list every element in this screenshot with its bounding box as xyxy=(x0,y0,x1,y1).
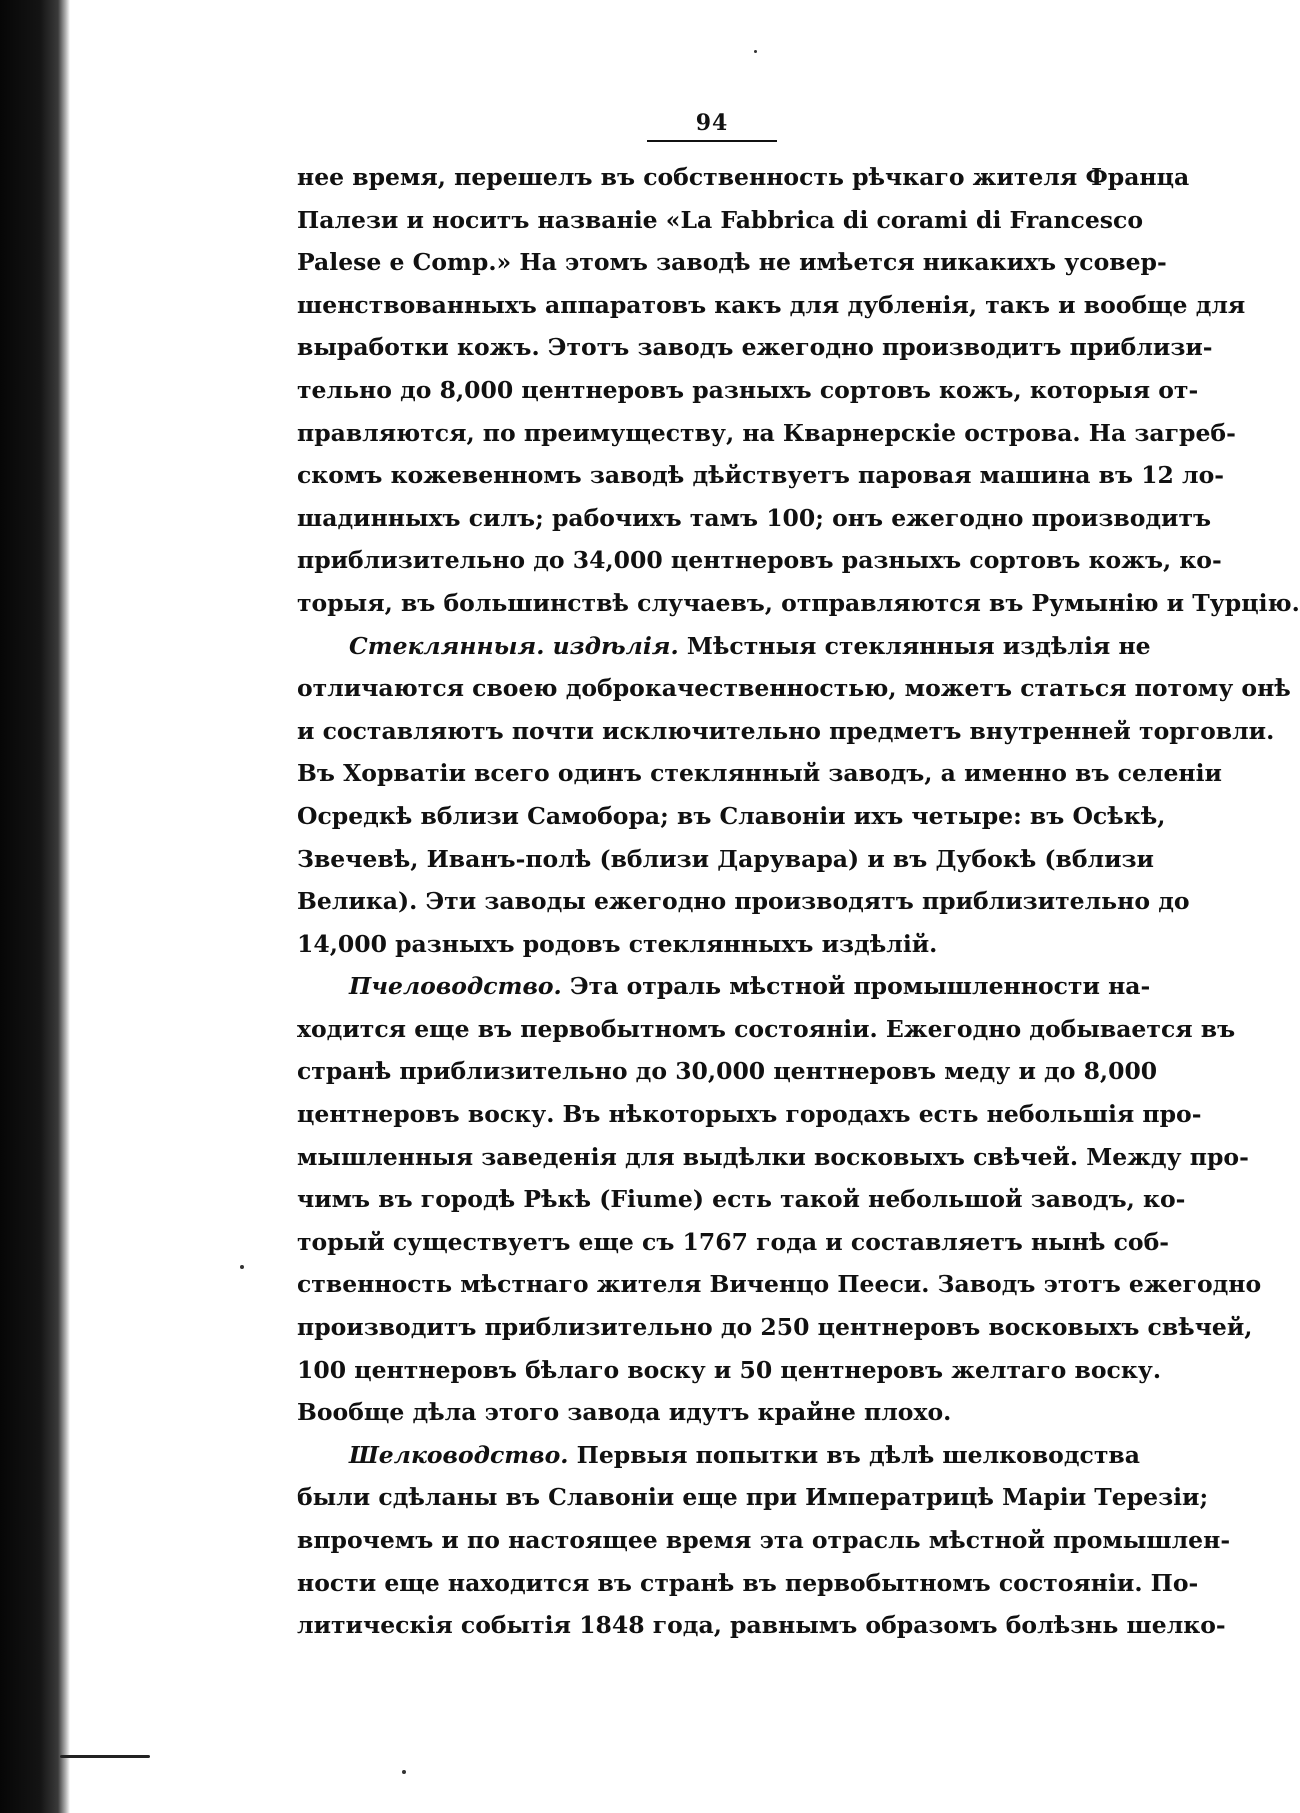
text-line: отличаются своею доброкачественностью, можетъ статься потому онѣ xyxy=(297,674,1291,703)
paragraph-first-line xyxy=(297,1434,1140,1477)
paragraph-first-line xyxy=(297,965,1151,1008)
text-line: Вообще дѣла этого завода идутъ крайне плохо. xyxy=(297,1398,952,1427)
scanned-page-edge xyxy=(0,0,70,1813)
text-line: нее время, перешелъ въ собственность рѣчкаго жителя Франца xyxy=(297,163,1190,191)
text-line: скомъ кожевенномъ заводѣ дѣйствуетъ паровая машина въ 12 ло- xyxy=(297,461,1225,490)
text-line: торый существуетъ еще съ 1767 года и составляетъ нынѣ соб- xyxy=(297,1227,1170,1256)
text-fragment: Мѣстныя стеклянныя издѣлія не xyxy=(686,631,1151,660)
text-line: шенствованныхъ аппаратовъ какъ для дубленія, такъ и вообще для xyxy=(297,290,1246,319)
text-line: ственность мѣстнаго жителя Виченцо Пееси. Заводъ этотъ ежегодно xyxy=(297,1270,1262,1299)
text-line: были сдѣланы въ Славоніи еще при Императрицѣ Маріи Терезіи; xyxy=(297,1483,1209,1512)
text-line: Palese e Comp.» На этомъ заводѣ не имѣется никакихъ усовер- xyxy=(297,248,1167,277)
text-fragment: Эта отраль мѣстной промышленности на- xyxy=(569,972,1151,1001)
scan-speck xyxy=(240,1265,244,1269)
text-line: центнеровъ воску. Въ нѣкоторыхъ городахъ есть небольшія про- xyxy=(297,1100,1202,1129)
text-line: ности еще находится въ странѣ въ первобытномъ состояніи. По- xyxy=(297,1568,1199,1597)
book-page xyxy=(297,110,1300,1647)
scan-artifact xyxy=(60,1755,150,1758)
text-line: странѣ приблизительно до 30,000 центнеровъ меду и до 8,000 xyxy=(297,1057,1158,1086)
text-line: шадинныхъ силъ; рабочихъ тамъ 100; онъ ежегодно производитъ xyxy=(297,503,1212,532)
scan-speck xyxy=(754,50,757,53)
text-line: производитъ приблизительно до 250 центнеровъ восковыхъ свѣчей, xyxy=(297,1313,1253,1342)
text-line: чимъ въ городѣ Рѣкѣ (Fiume) есть такой небольшой заводъ, ко- xyxy=(297,1185,1186,1214)
text-line: ходится еще въ первобытномъ состояніи. Ежегодно добывается въ xyxy=(297,1014,1236,1043)
paragraph-first-line xyxy=(297,625,1151,668)
text-line: тельно до 8,000 центнеровъ разныхъ сортовъ кожъ, которыя от- xyxy=(297,375,1199,404)
text-line: литическія событія 1848 года, равнымъ образомъ болѣзнь шелко- xyxy=(297,1611,1226,1640)
text-line: и составляютъ почти исключительно предметъ внутренней торговли. xyxy=(297,716,1275,745)
text-line: 100 центнеровъ бѣлаго воску и 50 центнеровъ желтаго воску. xyxy=(297,1355,1162,1384)
text-line: Осредкѣ вблизи Самобора; въ Славоніи ихъ четыре: въ Осѣкѣ, xyxy=(297,801,1166,830)
scan-speck xyxy=(402,1770,406,1774)
text-line: впрочемъ и по настоящее время эта отрасль мѣстной промышлен- xyxy=(297,1526,1231,1554)
text-line: торыя, въ большинствѣ случаевъ, отправляются въ Румынію и Турцію. xyxy=(297,588,1300,617)
text-fragment: Первыя попытки въ дѣлѣ шелководства xyxy=(576,1440,1140,1469)
text-line: мышленныя заведенія для выдѣлки восковыхъ свѣчей. Между про- xyxy=(297,1142,1249,1171)
section-heading: Шелководство. xyxy=(349,1440,569,1469)
text-line: Палези и носитъ названіе «La Fabbrica di corami di Francesco xyxy=(297,205,1143,234)
text-line: 14,000 разныхъ родовъ стеклянныхъ издѣлій. xyxy=(297,929,938,958)
text-line: Велика). Эти заводы ежегодно производятъ приблизительно до xyxy=(297,887,1190,916)
section-heading: Пчеловодство. xyxy=(349,972,562,1001)
text-line: выработки кожъ. Этотъ заводъ ежегодно производитъ приблизи- xyxy=(297,333,1213,362)
page-number: 94 xyxy=(647,110,777,142)
section-heading: Стеклянныя. издѣлія. xyxy=(349,631,679,660)
text-line: Звечевѣ, Иванъ-полѣ (вблизи Дарувара) и въ Дубокѣ (вблизи xyxy=(297,844,1154,873)
text-line: правляются, по преимуществу, на Кварнерскіе острова. На загреб- xyxy=(297,418,1236,447)
text-line: приблизительно до 34,000 центнеровъ разныхъ сортовъ кожъ, ко- xyxy=(297,546,1222,575)
body-text xyxy=(297,156,1300,1647)
text-line: Въ Хорватіи всего одинъ стеклянный заводъ, а именно въ селеніи xyxy=(297,759,1222,788)
